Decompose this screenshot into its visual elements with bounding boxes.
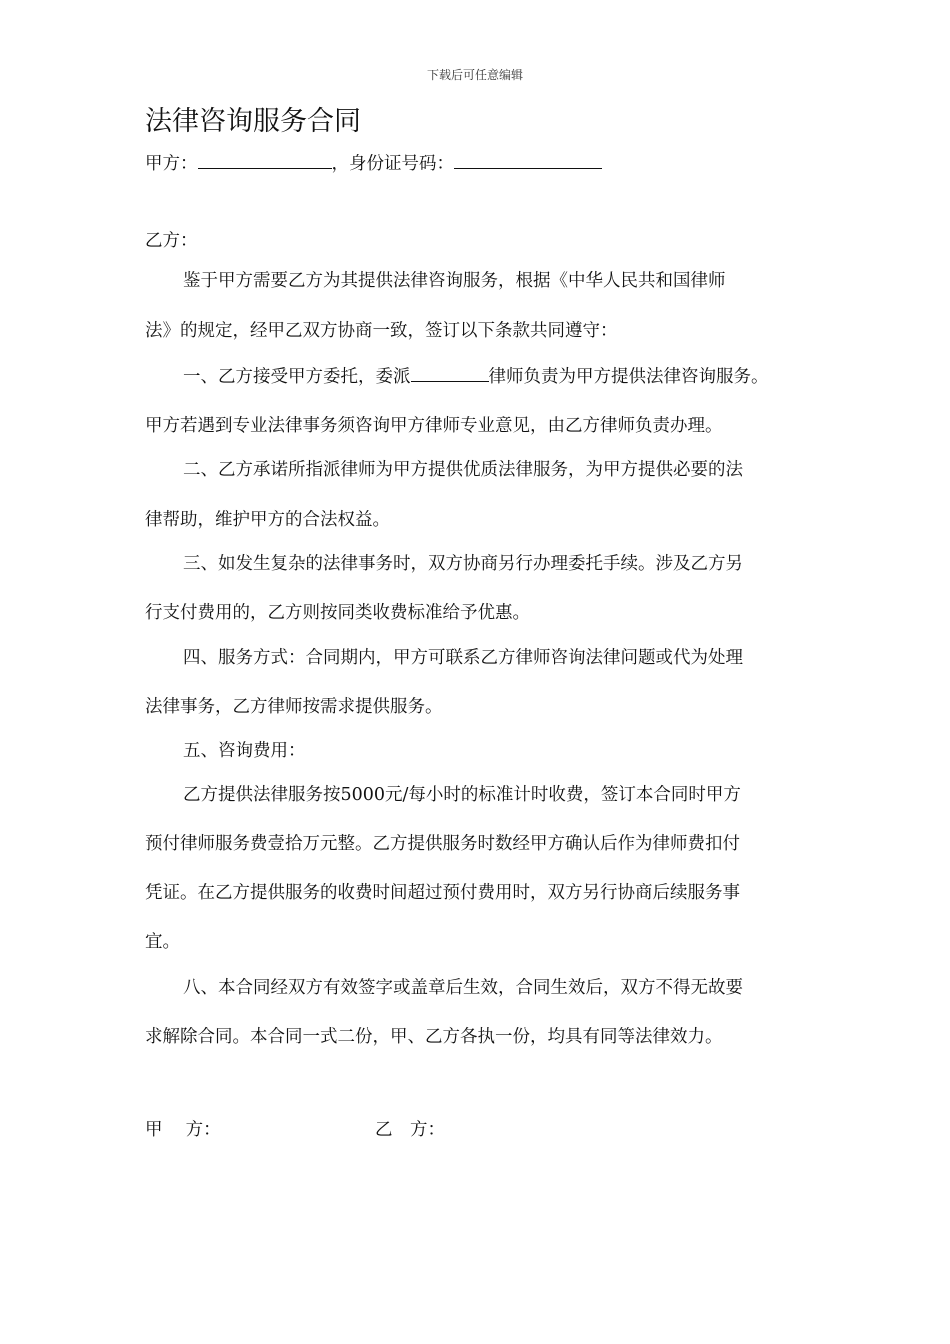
paragraph-line: 预付律师服务费壹拾万元整。乙方提供服务时数经甲方确认后作为律师费扣付: [145, 834, 740, 854]
party-a-label: 甲方：: [145, 154, 198, 174]
paragraph-line: 法》的规定，经甲乙双方协商一致，签订以下条款共同遵守：: [145, 321, 618, 341]
paragraph-line: 甲方若遇到专业法律事务须咨询甲方律师专业意见，由乙方律师负责办理。: [145, 416, 723, 436]
paragraph-line: 二、乙方承诺所指派律师为甲方提供优质法律服务，为甲方提供必要的法: [183, 460, 743, 480]
paragraph-line: 乙方提供法律服务按5000元/每小时的标准计时收费，签订本合同时甲方: [183, 785, 741, 805]
paragraph-line: 鉴于甲方需要乙方为其提供法律咨询服务，根据《中华人民共和国律师: [183, 271, 726, 291]
page-header-note: 下载后可任意编辑: [426, 68, 523, 82]
party-b-signature-label: 乙 方：: [375, 1120, 445, 1140]
party-a-signature-label: 甲 方：: [145, 1120, 221, 1140]
party-a-name-blank: [198, 150, 332, 169]
paragraph-line: 律帮助，维护甲方的合法权益。: [145, 510, 390, 530]
paragraph-line: 宜。: [145, 932, 180, 952]
party-a-line: [145, 150, 602, 177]
id-number-blank: [454, 150, 602, 169]
clause-1-text-start: 一、乙方接受甲方委托，委派: [183, 367, 411, 387]
paragraph-line: 三、如发生复杂的法律事务时，双方协商另行办理委托手续。涉及乙方另: [183, 554, 743, 574]
paragraph-line: 五、咨询费用：: [183, 741, 306, 761]
clause-1-line: [183, 363, 769, 390]
clause-1-text-end: 律师负责为甲方提供法律咨询服务。: [488, 367, 769, 387]
paragraph-line: 凭证。在乙方提供服务的收费时间超过预付费用时，双方另行协商后续服务事: [145, 883, 740, 903]
paragraph-line: 法律事务，乙方律师按需求提供服务。: [145, 697, 443, 717]
paragraph-line: 求解除合同。本合同一式二份，甲、乙方各执一份，均具有同等法律效力。: [145, 1027, 723, 1047]
id-number-label: ，身份证号码：: [331, 154, 454, 174]
lawyer-name-blank: [411, 363, 489, 382]
paragraph-line: 四、服务方式：合同期内，甲方可联系乙方律师咨询法律问题或代为处理: [183, 648, 743, 668]
party-b-line: 乙方：: [145, 231, 198, 251]
document-title: 法律咨询服务合同: [145, 106, 361, 137]
paragraph-line: 八、本合同经双方有效签字或盖章后生效，合同生效后，双方不得无故要: [183, 978, 743, 998]
paragraph-line: 行支付费用的，乙方则按同类收费标准给予优惠。: [145, 603, 530, 623]
